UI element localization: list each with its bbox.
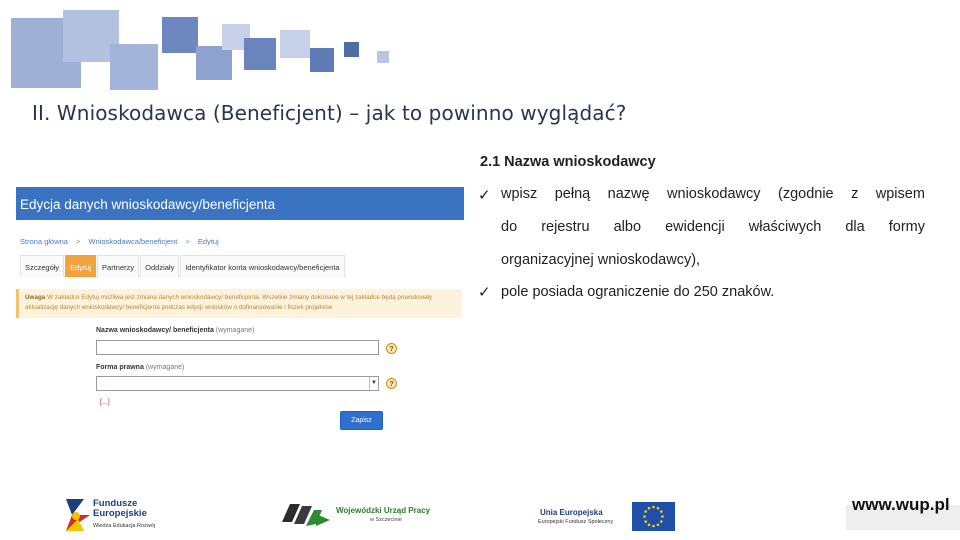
tab-bar xyxy=(20,255,346,277)
help-icon[interactable]: ? xyxy=(386,378,397,389)
word: z xyxy=(851,186,859,202)
legal-form-select[interactable] xyxy=(96,376,379,391)
word: rejestru xyxy=(541,219,590,235)
word: wnioskodawcy xyxy=(667,186,761,202)
word: wpisz xyxy=(501,186,538,202)
bullet2-text: pole posiada ograniczenie do 250 znaków. xyxy=(501,284,775,300)
eu-fund: Europejski Fundusz Społeczny xyxy=(538,519,614,525)
wup-name: Wojewódzki Urząd Pracy xyxy=(336,506,431,515)
wup-city: w Szczecinie xyxy=(370,517,402,523)
check-icon: ✓ xyxy=(478,187,491,204)
breadcrumb xyxy=(20,237,225,246)
notice-text: W zakładce Edytuj możliwa jest zmiana danych wnioskodawcy/ beneficjenta. Wszelkie zmiany dokonane w tej zakładce będą powodowały aktualizację danych wnioskodawcy/ beneficjenta podczas edycji wniosków o dofinansowanie i fiszek projektów xyxy=(25,294,433,311)
eu-flag-icon xyxy=(632,502,675,531)
fundusze-europejskie-logo xyxy=(66,497,176,533)
word: pełną xyxy=(554,186,591,202)
word: wpisem xyxy=(875,186,925,202)
beneficiary-name-input[interactable] xyxy=(96,340,379,355)
breadcrumb-separator: > xyxy=(76,237,81,246)
tab-edit[interactable]: Edytuj xyxy=(65,255,96,277)
legal-form-label-text: Forma prawna xyxy=(96,364,144,371)
name-field-label-text: Nazwa wnioskodawcy/ beneficjenta xyxy=(96,327,214,334)
wup-logo xyxy=(280,500,430,530)
tab-details[interactable]: Szczegóły xyxy=(20,255,64,277)
tab-branches[interactable]: Oddziały xyxy=(140,255,179,277)
word: nazwę xyxy=(607,186,650,202)
chevron-down-icon[interactable]: ▼ xyxy=(369,377,378,390)
website-url[interactable]: www.wup.pl xyxy=(852,495,950,514)
word: dla xyxy=(845,219,865,235)
notice-lead: Uwaga xyxy=(25,294,46,301)
eu-name: Unia Europejska xyxy=(540,508,603,517)
word: ewidencji xyxy=(665,219,725,235)
breadcrumb-item-edit[interactable]: Edytuj xyxy=(197,237,219,246)
form-screenshot xyxy=(16,187,464,437)
breadcrumb-separator: > xyxy=(185,237,190,246)
wup-emblem-icon xyxy=(280,500,332,528)
section-heading: 2.1 Nazwa wnioskodawcy xyxy=(480,154,656,170)
fe-name-line1: Fundusze xyxy=(93,498,138,509)
legal-form-label xyxy=(96,364,184,371)
help-icon[interactable]: ? xyxy=(386,343,397,354)
fe-flag-icon xyxy=(66,499,90,531)
word: do xyxy=(501,219,518,235)
fe-program: Wiedza Edukacja Rozwój xyxy=(93,523,156,529)
bullet1-line1 xyxy=(501,186,925,202)
breadcrumb-item-home[interactable]: Strona główna xyxy=(20,237,68,246)
breadcrumb-item-beneficiary[interactable]: Wnioskodawca/beneficjent xyxy=(88,237,178,246)
eu-logo xyxy=(538,502,678,532)
legal-form-required: (wymagane) xyxy=(145,364,185,371)
notice-box xyxy=(16,289,462,318)
name-field-label xyxy=(96,327,254,334)
word: (zgodnie xyxy=(777,186,834,202)
word: formy xyxy=(888,219,925,235)
slide-title: II. Wnioskodawca (Beneficjent) – jak to powinno wyglądać? xyxy=(32,101,627,125)
save-button[interactable]: Zapisz xyxy=(340,411,383,430)
bullet1-line3: organizacyjnej wnioskodawcy), xyxy=(501,252,701,268)
word: właściwych xyxy=(748,219,822,235)
fe-name-line2: Europejskie xyxy=(93,508,147,519)
bullet1-line2 xyxy=(501,219,925,235)
check-icon: ✓ xyxy=(478,284,491,301)
fe-name xyxy=(93,499,147,519)
name-field-required: (wymagane) xyxy=(215,327,255,334)
ellipsis-text: [...] xyxy=(100,399,110,406)
tab-account-id[interactable]: Identyfikator konta wnioskodawcy/beneficjenta xyxy=(180,255,344,277)
panel-header: Edycja danych wnioskodawcy/beneficjenta xyxy=(16,187,464,220)
tab-partners[interactable]: Partnerzy xyxy=(97,255,139,277)
word: albo xyxy=(613,219,642,235)
